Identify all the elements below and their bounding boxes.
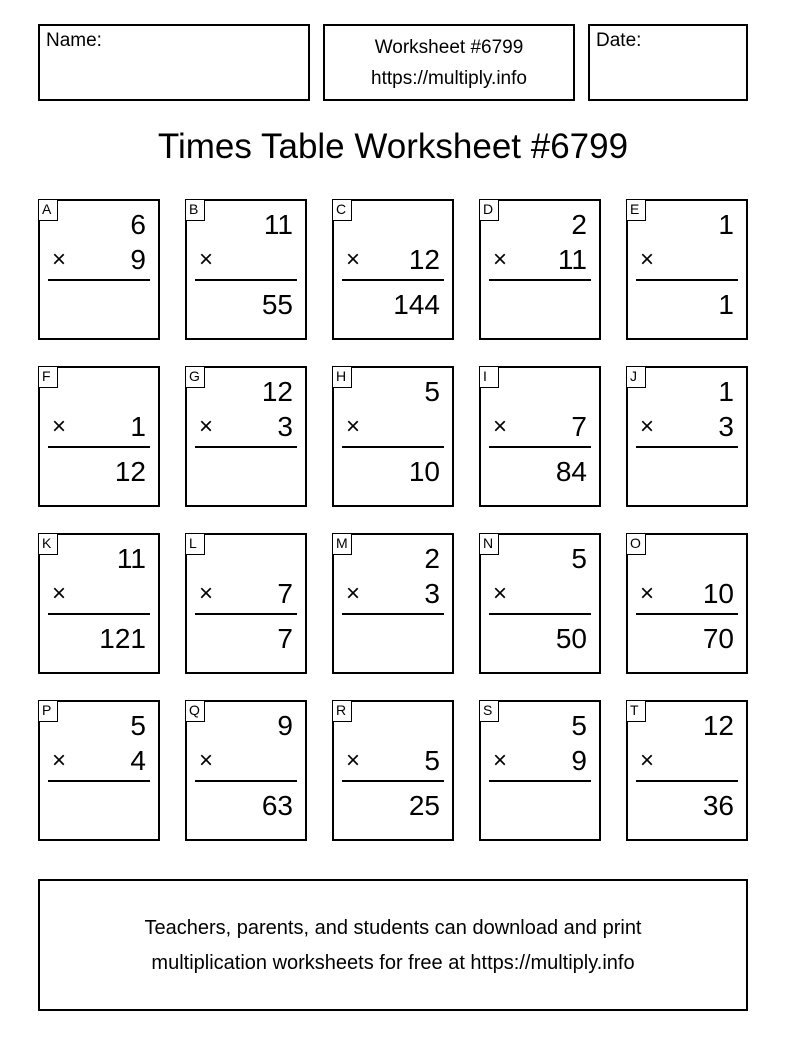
problem-rule-line: [195, 446, 297, 448]
problem-card: [479, 533, 601, 674]
problem-label: J: [626, 366, 646, 388]
problem-card: [332, 533, 454, 674]
problem-rule-line: [48, 780, 150, 782]
problem-card: [479, 700, 601, 841]
problem-bottom-factor: 9: [130, 244, 146, 275]
times-sign: ×: [199, 747, 214, 774]
problem-card: [626, 366, 748, 507]
times-sign: ×: [199, 413, 214, 440]
problem-card: [626, 700, 748, 841]
problem-answer: 84: [555, 456, 587, 487]
problem-top-factor: 9: [277, 710, 293, 741]
problem-rule-line: [489, 613, 591, 615]
problem-bottom-factor: 5: [424, 745, 440, 776]
problem-rule-line: [489, 279, 591, 281]
footer-box: [38, 879, 748, 1011]
date-label: Date:: [596, 30, 642, 51]
problem-top-factor: 2: [571, 209, 587, 240]
problem-answer: 12: [114, 456, 146, 487]
problem-answer: 7: [277, 623, 293, 654]
problem-bottom-factor: 1: [130, 411, 146, 442]
times-sign: ×: [493, 747, 508, 774]
name-label: Name:: [46, 30, 102, 51]
times-sign: ×: [493, 413, 508, 440]
problem-answer: 63: [261, 790, 293, 821]
times-sign: ×: [346, 413, 361, 440]
problem-bottom-factor: 4: [130, 745, 146, 776]
times-sign: ×: [52, 747, 67, 774]
problem-label: I: [479, 366, 499, 388]
problem-answer: 144: [393, 289, 440, 320]
problem-top-factor: 12: [261, 376, 293, 407]
times-sign: ×: [199, 580, 214, 607]
problem-top-factor: 5: [571, 710, 587, 741]
problem-top-factor: 11: [116, 543, 146, 574]
problem-card: [38, 533, 160, 674]
times-sign: ×: [493, 580, 508, 607]
problem-top-factor: 2: [424, 543, 440, 574]
problem-rule-line: [636, 780, 738, 782]
problem-label: N: [479, 533, 499, 555]
problem-top-factor: 1: [718, 376, 734, 407]
times-sign: ×: [640, 580, 655, 607]
problem-bottom-factor: 7: [571, 411, 587, 442]
problem-label: C: [332, 199, 352, 221]
times-sign: ×: [52, 580, 67, 607]
problem-top-factor: 6: [130, 209, 146, 240]
problem-label: S: [479, 700, 499, 722]
problem-top-factor: 5: [571, 543, 587, 574]
problem-card: [479, 199, 601, 340]
problem-card: [185, 533, 307, 674]
problem-label: P: [38, 700, 58, 722]
problem-label: K: [38, 533, 58, 555]
problem-rule-line: [342, 613, 444, 615]
problem-bottom-factor: 11: [557, 244, 587, 275]
page-title: Times Table Worksheet #6799: [157, 127, 629, 166]
problem-card: [626, 199, 748, 340]
problem-label: T: [626, 700, 646, 722]
times-sign: ×: [640, 747, 655, 774]
footer-text-line-1: Teachers, parents, and students can download and print: [144, 917, 642, 939]
problem-top-factor: 12: [702, 710, 734, 741]
problem-rule-line: [636, 613, 738, 615]
problem-answer: 121: [99, 623, 146, 654]
problem-rule-line: [48, 279, 150, 281]
problem-label: M: [332, 533, 352, 555]
problem-rule-line: [342, 446, 444, 448]
problem-bottom-factor: 12: [408, 244, 440, 275]
problem-label: E: [626, 199, 646, 221]
problem-card: [38, 366, 160, 507]
problem-top-factor: 5: [424, 376, 440, 407]
problem-label: L: [185, 533, 205, 555]
times-sign: ×: [346, 246, 361, 273]
problem-answer: 25: [408, 790, 440, 821]
problem-card: [38, 199, 160, 340]
problem-rule-line: [489, 780, 591, 782]
problem-top-factor: 11: [263, 209, 293, 240]
times-sign: ×: [346, 747, 361, 774]
problem-card: [479, 366, 601, 507]
times-sign: ×: [640, 413, 655, 440]
problem-top-factor: 1: [718, 209, 734, 240]
problem-rule-line: [489, 446, 591, 448]
problem-bottom-factor: 3: [277, 411, 293, 442]
problem-answer: 70: [702, 623, 734, 654]
problem-rule-line: [48, 613, 150, 615]
problem-label: Q: [185, 700, 205, 722]
problem-answer: 10: [408, 456, 440, 487]
worksheet-url: https://multiply.info: [371, 68, 527, 89]
problem-bottom-factor: 3: [424, 578, 440, 609]
problem-bottom-factor: 10: [702, 578, 734, 609]
problem-card: [38, 700, 160, 841]
problem-card: [332, 366, 454, 507]
problem-card: [185, 700, 307, 841]
times-sign: ×: [52, 413, 67, 440]
problem-rule-line: [195, 279, 297, 281]
problem-label: A: [38, 199, 58, 221]
problem-rule-line: [48, 446, 150, 448]
worksheet-number: Worksheet #6799: [374, 37, 524, 58]
problem-label: G: [185, 366, 205, 388]
problem-card: [332, 199, 454, 340]
problem-rule-line: [342, 780, 444, 782]
problem-bottom-factor: 9: [571, 745, 587, 776]
problem-rule-line: [342, 279, 444, 281]
problem-label: F: [38, 366, 58, 388]
problem-card: [185, 366, 307, 507]
times-sign: ×: [52, 246, 67, 273]
problem-answer: 50: [555, 623, 587, 654]
problem-bottom-factor: 3: [718, 411, 734, 442]
problem-answer: 36: [702, 790, 734, 821]
problem-rule-line: [636, 446, 738, 448]
problem-label: O: [626, 533, 646, 555]
problem-card: [185, 199, 307, 340]
problem-bottom-factor: 7: [277, 578, 293, 609]
name-field-box[interactable]: [38, 24, 310, 101]
times-sign: ×: [493, 246, 508, 273]
problem-top-factor: 5: [130, 710, 146, 741]
problem-rule-line: [636, 279, 738, 281]
times-sign: ×: [346, 580, 361, 607]
worksheet-info-box: [323, 24, 575, 101]
problem-card: [332, 700, 454, 841]
problem-rule-line: [195, 613, 297, 615]
problem-label: B: [185, 199, 205, 221]
problem-rule-line: [195, 780, 297, 782]
footer-text-line-2: multiplication worksheets for free at https://multiply.info: [151, 952, 635, 974]
problem-answer: 1: [718, 289, 734, 320]
times-sign: ×: [640, 246, 655, 273]
problem-label: H: [332, 366, 352, 388]
problem-answer: 55: [261, 289, 293, 320]
times-sign: ×: [199, 246, 214, 273]
date-field-box[interactable]: [588, 24, 748, 101]
problem-card: [626, 533, 748, 674]
problem-label: D: [479, 199, 499, 221]
problem-label: R: [332, 700, 352, 722]
